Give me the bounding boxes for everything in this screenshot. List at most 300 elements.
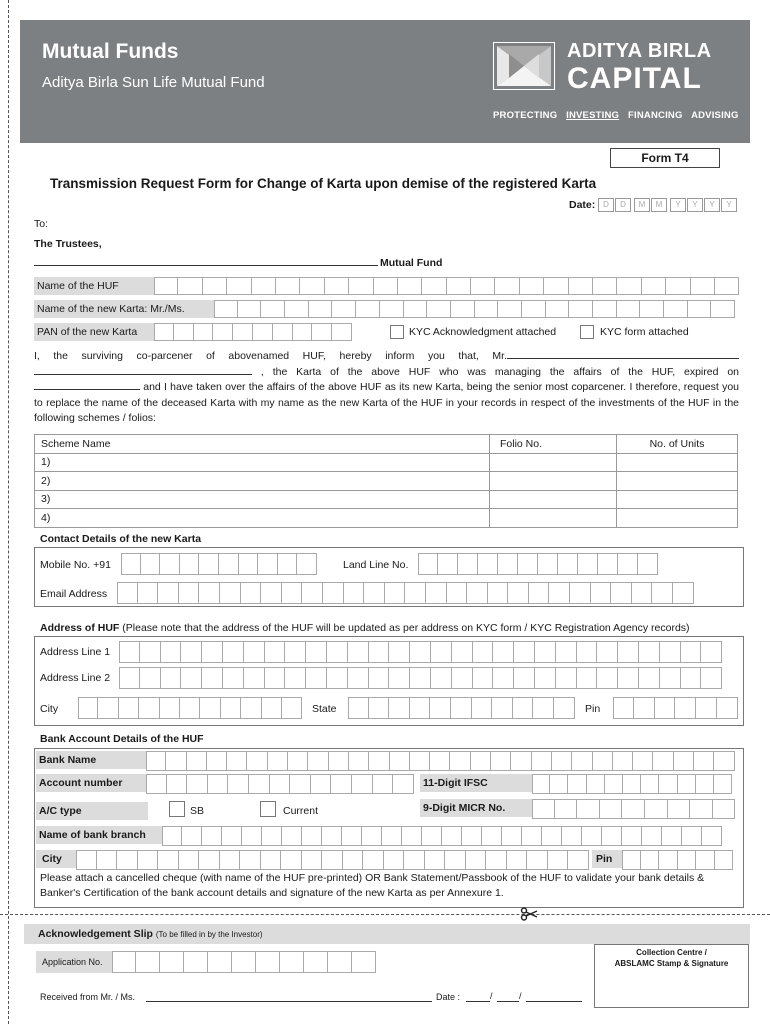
char-box[interactable] (438, 553, 458, 575)
char-box[interactable] (613, 751, 633, 771)
char-box[interactable] (242, 826, 262, 846)
char-box[interactable] (158, 850, 179, 870)
char-box[interactable] (652, 582, 673, 604)
char-box[interactable] (618, 553, 638, 575)
char-box[interactable] (418, 553, 438, 575)
char-box[interactable] (393, 774, 414, 794)
char-box[interactable] (570, 582, 591, 604)
char-box[interactable] (384, 850, 405, 870)
char-box[interactable] (593, 277, 617, 295)
char-box[interactable] (404, 300, 428, 318)
char-box[interactable] (332, 323, 352, 341)
char-box[interactable] (696, 850, 715, 870)
char-box[interactable] (327, 641, 348, 663)
char-box[interactable] (678, 850, 697, 870)
char-box[interactable] (522, 826, 542, 846)
char-box[interactable] (187, 751, 207, 771)
char-box[interactable] (577, 641, 598, 663)
char-box[interactable] (645, 799, 668, 819)
char-box[interactable] (238, 300, 262, 318)
char-box[interactable] (578, 553, 598, 575)
char-box[interactable] (167, 774, 188, 794)
ack-date-year-line[interactable] (526, 1001, 582, 1002)
folio-cell[interactable] (490, 453, 617, 472)
table-row[interactable] (35, 472, 738, 491)
char-box[interactable] (472, 697, 493, 719)
char-box[interactable] (213, 323, 233, 341)
char-box[interactable] (223, 641, 244, 663)
char-box[interactable] (308, 751, 328, 771)
char-box[interactable] (554, 697, 575, 719)
char-box[interactable] (552, 751, 572, 771)
char-box[interactable] (655, 697, 676, 719)
char-box[interactable] (597, 667, 618, 689)
char-box[interactable] (544, 277, 568, 295)
char-box[interactable] (622, 799, 645, 819)
char-box[interactable] (694, 751, 714, 771)
char-box[interactable] (208, 951, 232, 973)
char-box[interactable] (348, 697, 369, 719)
date-box-d1[interactable]: D (598, 198, 614, 212)
char-box[interactable] (431, 667, 452, 689)
char-box[interactable] (282, 826, 302, 846)
char-box[interactable] (180, 697, 200, 719)
char-box[interactable] (711, 300, 735, 318)
ack-date-month-line[interactable] (497, 1001, 519, 1002)
char-box[interactable] (119, 697, 139, 719)
char-box[interactable] (302, 826, 322, 846)
char-box[interactable] (555, 799, 578, 819)
char-box[interactable] (282, 582, 303, 604)
char-box[interactable] (410, 667, 431, 689)
char-box[interactable] (473, 667, 494, 689)
char-box[interactable] (591, 582, 612, 604)
char-box[interactable] (161, 667, 182, 689)
char-box[interactable] (265, 667, 286, 689)
char-box[interactable] (182, 826, 202, 846)
char-box[interactable] (207, 751, 227, 771)
char-box[interactable] (502, 826, 522, 846)
char-box[interactable] (431, 641, 452, 663)
char-box[interactable] (309, 300, 333, 318)
char-box[interactable] (252, 277, 276, 295)
char-box[interactable] (452, 667, 473, 689)
char-box[interactable] (641, 850, 660, 870)
char-box[interactable] (282, 697, 302, 719)
char-box[interactable] (331, 774, 352, 794)
char-box[interactable] (227, 277, 251, 295)
char-box[interactable] (713, 799, 736, 819)
address-line1-boxes[interactable] (119, 641, 722, 663)
char-box[interactable] (369, 751, 389, 771)
char-box[interactable] (352, 951, 376, 973)
char-box[interactable] (154, 277, 178, 295)
char-box[interactable] (199, 582, 220, 604)
char-box[interactable] (389, 641, 410, 663)
folio-cell[interactable] (490, 472, 617, 491)
char-box[interactable] (535, 667, 556, 689)
char-box[interactable] (445, 850, 466, 870)
char-box[interactable] (450, 751, 470, 771)
char-box[interactable] (532, 774, 550, 794)
char-box[interactable] (327, 667, 348, 689)
char-box[interactable] (199, 850, 220, 870)
char-box[interactable] (369, 667, 390, 689)
char-box[interactable] (493, 667, 514, 689)
char-box[interactable] (550, 774, 568, 794)
bank-name-boxes[interactable] (146, 751, 735, 771)
char-box[interactable] (184, 951, 208, 973)
char-box[interactable] (362, 826, 382, 846)
char-box[interactable] (342, 826, 362, 846)
char-box[interactable] (174, 323, 194, 341)
char-box[interactable] (249, 774, 270, 794)
huf-name-boxes[interactable] (154, 277, 739, 295)
char-box[interactable] (447, 582, 468, 604)
char-box[interactable] (491, 751, 511, 771)
char-box[interactable] (364, 582, 385, 604)
char-box[interactable] (112, 951, 136, 973)
char-box[interactable] (117, 850, 138, 870)
char-box[interactable] (587, 774, 605, 794)
char-box[interactable] (514, 667, 535, 689)
char-box[interactable] (715, 277, 739, 295)
char-box[interactable] (568, 850, 589, 870)
char-box[interactable] (154, 323, 174, 341)
char-box[interactable] (410, 697, 431, 719)
char-box[interactable] (398, 277, 422, 295)
char-box[interactable] (674, 751, 694, 771)
char-box[interactable] (363, 850, 384, 870)
char-box[interactable] (179, 850, 200, 870)
char-box[interactable] (202, 826, 222, 846)
char-box[interactable] (638, 553, 658, 575)
char-box[interactable] (402, 826, 422, 846)
char-box[interactable] (138, 582, 159, 604)
state-boxes[interactable] (348, 697, 575, 719)
char-box[interactable] (675, 697, 696, 719)
char-box[interactable] (425, 850, 446, 870)
char-box[interactable] (297, 553, 317, 575)
char-box[interactable] (696, 774, 714, 794)
char-box[interactable] (662, 826, 682, 846)
char-box[interactable] (533, 697, 554, 719)
char-box[interactable] (349, 751, 369, 771)
table-row[interactable] (35, 453, 738, 472)
char-box[interactable] (325, 277, 349, 295)
char-box[interactable] (385, 582, 406, 604)
char-box[interactable] (622, 850, 641, 870)
char-box[interactable] (498, 553, 518, 575)
received-from-line[interactable] (146, 1001, 432, 1002)
email-boxes[interactable] (117, 582, 694, 604)
char-box[interactable] (221, 697, 241, 719)
char-box[interactable] (532, 751, 552, 771)
char-box[interactable] (369, 641, 390, 663)
char-box[interactable] (329, 751, 349, 771)
char-box[interactable] (202, 641, 223, 663)
char-box[interactable] (427, 300, 451, 318)
char-box[interactable] (653, 751, 673, 771)
char-box[interactable] (495, 277, 519, 295)
char-box[interactable] (311, 774, 332, 794)
current-checkbox[interactable] (260, 801, 276, 817)
char-box[interactable] (239, 553, 259, 575)
char-box[interactable] (244, 667, 265, 689)
char-box[interactable] (478, 553, 498, 575)
char-box[interactable] (527, 850, 548, 870)
char-box[interactable] (532, 799, 555, 819)
address-line2-boxes[interactable] (119, 667, 722, 689)
char-box[interactable] (714, 774, 732, 794)
char-box[interactable] (348, 667, 369, 689)
char-box[interactable] (568, 774, 586, 794)
char-box[interactable] (261, 300, 285, 318)
application-no-boxes[interactable] (112, 951, 376, 973)
char-box[interactable] (639, 667, 660, 689)
char-box[interactable] (322, 850, 343, 870)
date-box-y3[interactable]: Y (704, 198, 720, 212)
char-box[interactable] (139, 697, 159, 719)
char-box[interactable] (121, 553, 141, 575)
char-box[interactable] (471, 751, 491, 771)
char-box[interactable] (430, 751, 450, 771)
char-box[interactable] (717, 697, 738, 719)
char-box[interactable] (715, 850, 734, 870)
bank-city-boxes[interactable] (76, 850, 589, 870)
char-box[interactable] (488, 582, 509, 604)
char-box[interactable] (538, 553, 558, 575)
char-box[interactable] (549, 582, 570, 604)
char-box[interactable] (290, 774, 311, 794)
char-box[interactable] (227, 751, 247, 771)
char-box[interactable] (714, 751, 734, 771)
char-box[interactable] (285, 300, 309, 318)
char-box[interactable] (180, 553, 200, 575)
char-box[interactable] (389, 697, 410, 719)
char-box[interactable] (701, 641, 722, 663)
char-box[interactable] (349, 277, 373, 295)
char-box[interactable] (451, 300, 475, 318)
char-box[interactable] (562, 826, 582, 846)
char-box[interactable] (281, 850, 302, 870)
char-box[interactable] (600, 799, 623, 819)
char-box[interactable] (352, 774, 373, 794)
char-box[interactable] (199, 553, 219, 575)
char-box[interactable] (498, 300, 522, 318)
char-box[interactable] (701, 667, 722, 689)
char-box[interactable] (270, 774, 291, 794)
units-cell[interactable] (617, 509, 738, 528)
char-box[interactable] (593, 300, 617, 318)
char-box[interactable] (582, 826, 602, 846)
char-box[interactable] (486, 850, 507, 870)
pan-boxes[interactable] (154, 323, 352, 341)
pin-boxes[interactable] (613, 697, 738, 719)
char-box[interactable] (493, 641, 514, 663)
char-box[interactable] (160, 951, 184, 973)
char-box[interactable] (482, 826, 502, 846)
char-box[interactable] (348, 641, 369, 663)
char-box[interactable] (208, 774, 229, 794)
char-box[interactable] (513, 697, 534, 719)
char-box[interactable] (641, 774, 659, 794)
char-box[interactable] (323, 582, 344, 604)
char-box[interactable] (602, 826, 622, 846)
char-box[interactable] (304, 951, 328, 973)
char-box[interactable] (179, 582, 200, 604)
char-box[interactable] (328, 951, 352, 973)
kyc-ack-checkbox[interactable] (390, 325, 404, 339)
char-box[interactable] (241, 582, 262, 604)
units-cell[interactable] (617, 490, 738, 509)
char-box[interactable] (138, 850, 159, 870)
char-box[interactable] (467, 582, 488, 604)
char-box[interactable] (253, 323, 273, 341)
char-box[interactable] (451, 697, 472, 719)
char-box[interactable] (382, 826, 402, 846)
char-box[interactable] (268, 751, 288, 771)
char-box[interactable] (622, 826, 642, 846)
mobile-boxes[interactable] (121, 553, 317, 575)
char-box[interactable] (690, 799, 713, 819)
char-box[interactable] (261, 850, 282, 870)
char-box[interactable] (634, 697, 655, 719)
char-box[interactable] (241, 697, 261, 719)
char-box[interactable] (447, 277, 471, 295)
char-box[interactable] (214, 300, 238, 318)
char-box[interactable] (492, 697, 513, 719)
char-box[interactable] (202, 667, 223, 689)
char-box[interactable] (140, 641, 161, 663)
char-box[interactable] (405, 582, 426, 604)
char-box[interactable] (511, 751, 531, 771)
char-box[interactable] (458, 553, 478, 575)
char-box[interactable] (219, 553, 239, 575)
account-number-boxes[interactable] (146, 774, 414, 794)
char-box[interactable] (696, 697, 717, 719)
char-box[interactable] (160, 697, 180, 719)
char-box[interactable] (247, 751, 267, 771)
char-box[interactable] (76, 850, 97, 870)
char-box[interactable] (664, 300, 688, 318)
char-box[interactable] (332, 300, 356, 318)
char-box[interactable] (572, 751, 592, 771)
char-box[interactable] (558, 553, 578, 575)
char-box[interactable] (404, 850, 425, 870)
char-box[interactable] (597, 641, 618, 663)
micr-boxes[interactable] (532, 799, 735, 819)
folio-cell[interactable] (490, 509, 617, 528)
char-box[interactable] (702, 826, 722, 846)
char-box[interactable] (140, 667, 161, 689)
char-box[interactable] (258, 553, 278, 575)
char-box[interactable] (300, 277, 324, 295)
char-box[interactable] (691, 277, 715, 295)
char-box[interactable] (640, 300, 664, 318)
char-box[interactable] (276, 277, 300, 295)
char-box[interactable] (232, 951, 256, 973)
char-box[interactable] (659, 774, 677, 794)
mutual-fund-name-line[interactable] (34, 265, 378, 266)
char-box[interactable] (181, 667, 202, 689)
date-box-m2[interactable]: M (651, 198, 667, 212)
char-box[interactable] (617, 277, 641, 295)
ifsc-boxes[interactable] (532, 774, 732, 794)
table-row[interactable] (35, 509, 738, 528)
char-box[interactable] (262, 697, 282, 719)
char-box[interactable] (569, 300, 593, 318)
char-box[interactable] (162, 826, 182, 846)
char-box[interactable] (605, 774, 623, 794)
char-box[interactable] (442, 826, 462, 846)
date-box-y2[interactable]: Y (687, 198, 703, 212)
char-box[interactable] (659, 850, 678, 870)
char-box[interactable] (302, 582, 323, 604)
char-box[interactable] (466, 850, 487, 870)
char-box[interactable] (642, 277, 666, 295)
char-box[interactable] (546, 300, 570, 318)
char-box[interactable] (617, 300, 641, 318)
char-box[interactable] (265, 641, 286, 663)
char-box[interactable] (285, 667, 306, 689)
char-box[interactable] (522, 300, 546, 318)
char-box[interactable] (220, 850, 241, 870)
char-box[interactable] (611, 582, 632, 604)
date-box-m1[interactable]: M (634, 198, 650, 212)
char-box[interactable] (618, 641, 639, 663)
char-box[interactable] (158, 582, 179, 604)
date-box-d2[interactable]: D (615, 198, 631, 212)
char-box[interactable] (660, 641, 681, 663)
char-box[interactable] (256, 951, 280, 973)
char-box[interactable] (422, 826, 442, 846)
char-box[interactable] (117, 582, 138, 604)
char-box[interactable] (344, 582, 365, 604)
char-box[interactable] (452, 641, 473, 663)
char-box[interactable] (288, 751, 308, 771)
date-box-y1[interactable]: Y (670, 198, 686, 212)
char-box[interactable] (228, 774, 249, 794)
char-box[interactable] (261, 582, 282, 604)
date-box-y4[interactable]: Y (721, 198, 737, 212)
char-box[interactable] (233, 323, 253, 341)
char-box[interactable] (518, 553, 538, 575)
char-box[interactable] (569, 277, 593, 295)
char-box[interactable] (642, 826, 662, 846)
char-box[interactable] (119, 641, 140, 663)
char-box[interactable] (639, 641, 660, 663)
char-box[interactable] (312, 323, 332, 341)
char-box[interactable] (462, 826, 482, 846)
char-box[interactable] (380, 300, 404, 318)
char-box[interactable] (78, 697, 98, 719)
char-box[interactable] (146, 751, 166, 771)
char-box[interactable] (181, 641, 202, 663)
char-box[interactable] (535, 641, 556, 663)
char-box[interactable] (666, 277, 690, 295)
sb-checkbox[interactable] (169, 801, 185, 817)
branch-boxes[interactable] (162, 826, 722, 846)
ack-date-day-line[interactable] (466, 1001, 490, 1002)
char-box[interactable] (556, 641, 577, 663)
char-box[interactable] (618, 667, 639, 689)
char-box[interactable] (160, 553, 180, 575)
char-box[interactable] (508, 582, 529, 604)
char-box[interactable] (507, 850, 528, 870)
char-box[interactable] (285, 641, 306, 663)
char-box[interactable] (475, 300, 499, 318)
